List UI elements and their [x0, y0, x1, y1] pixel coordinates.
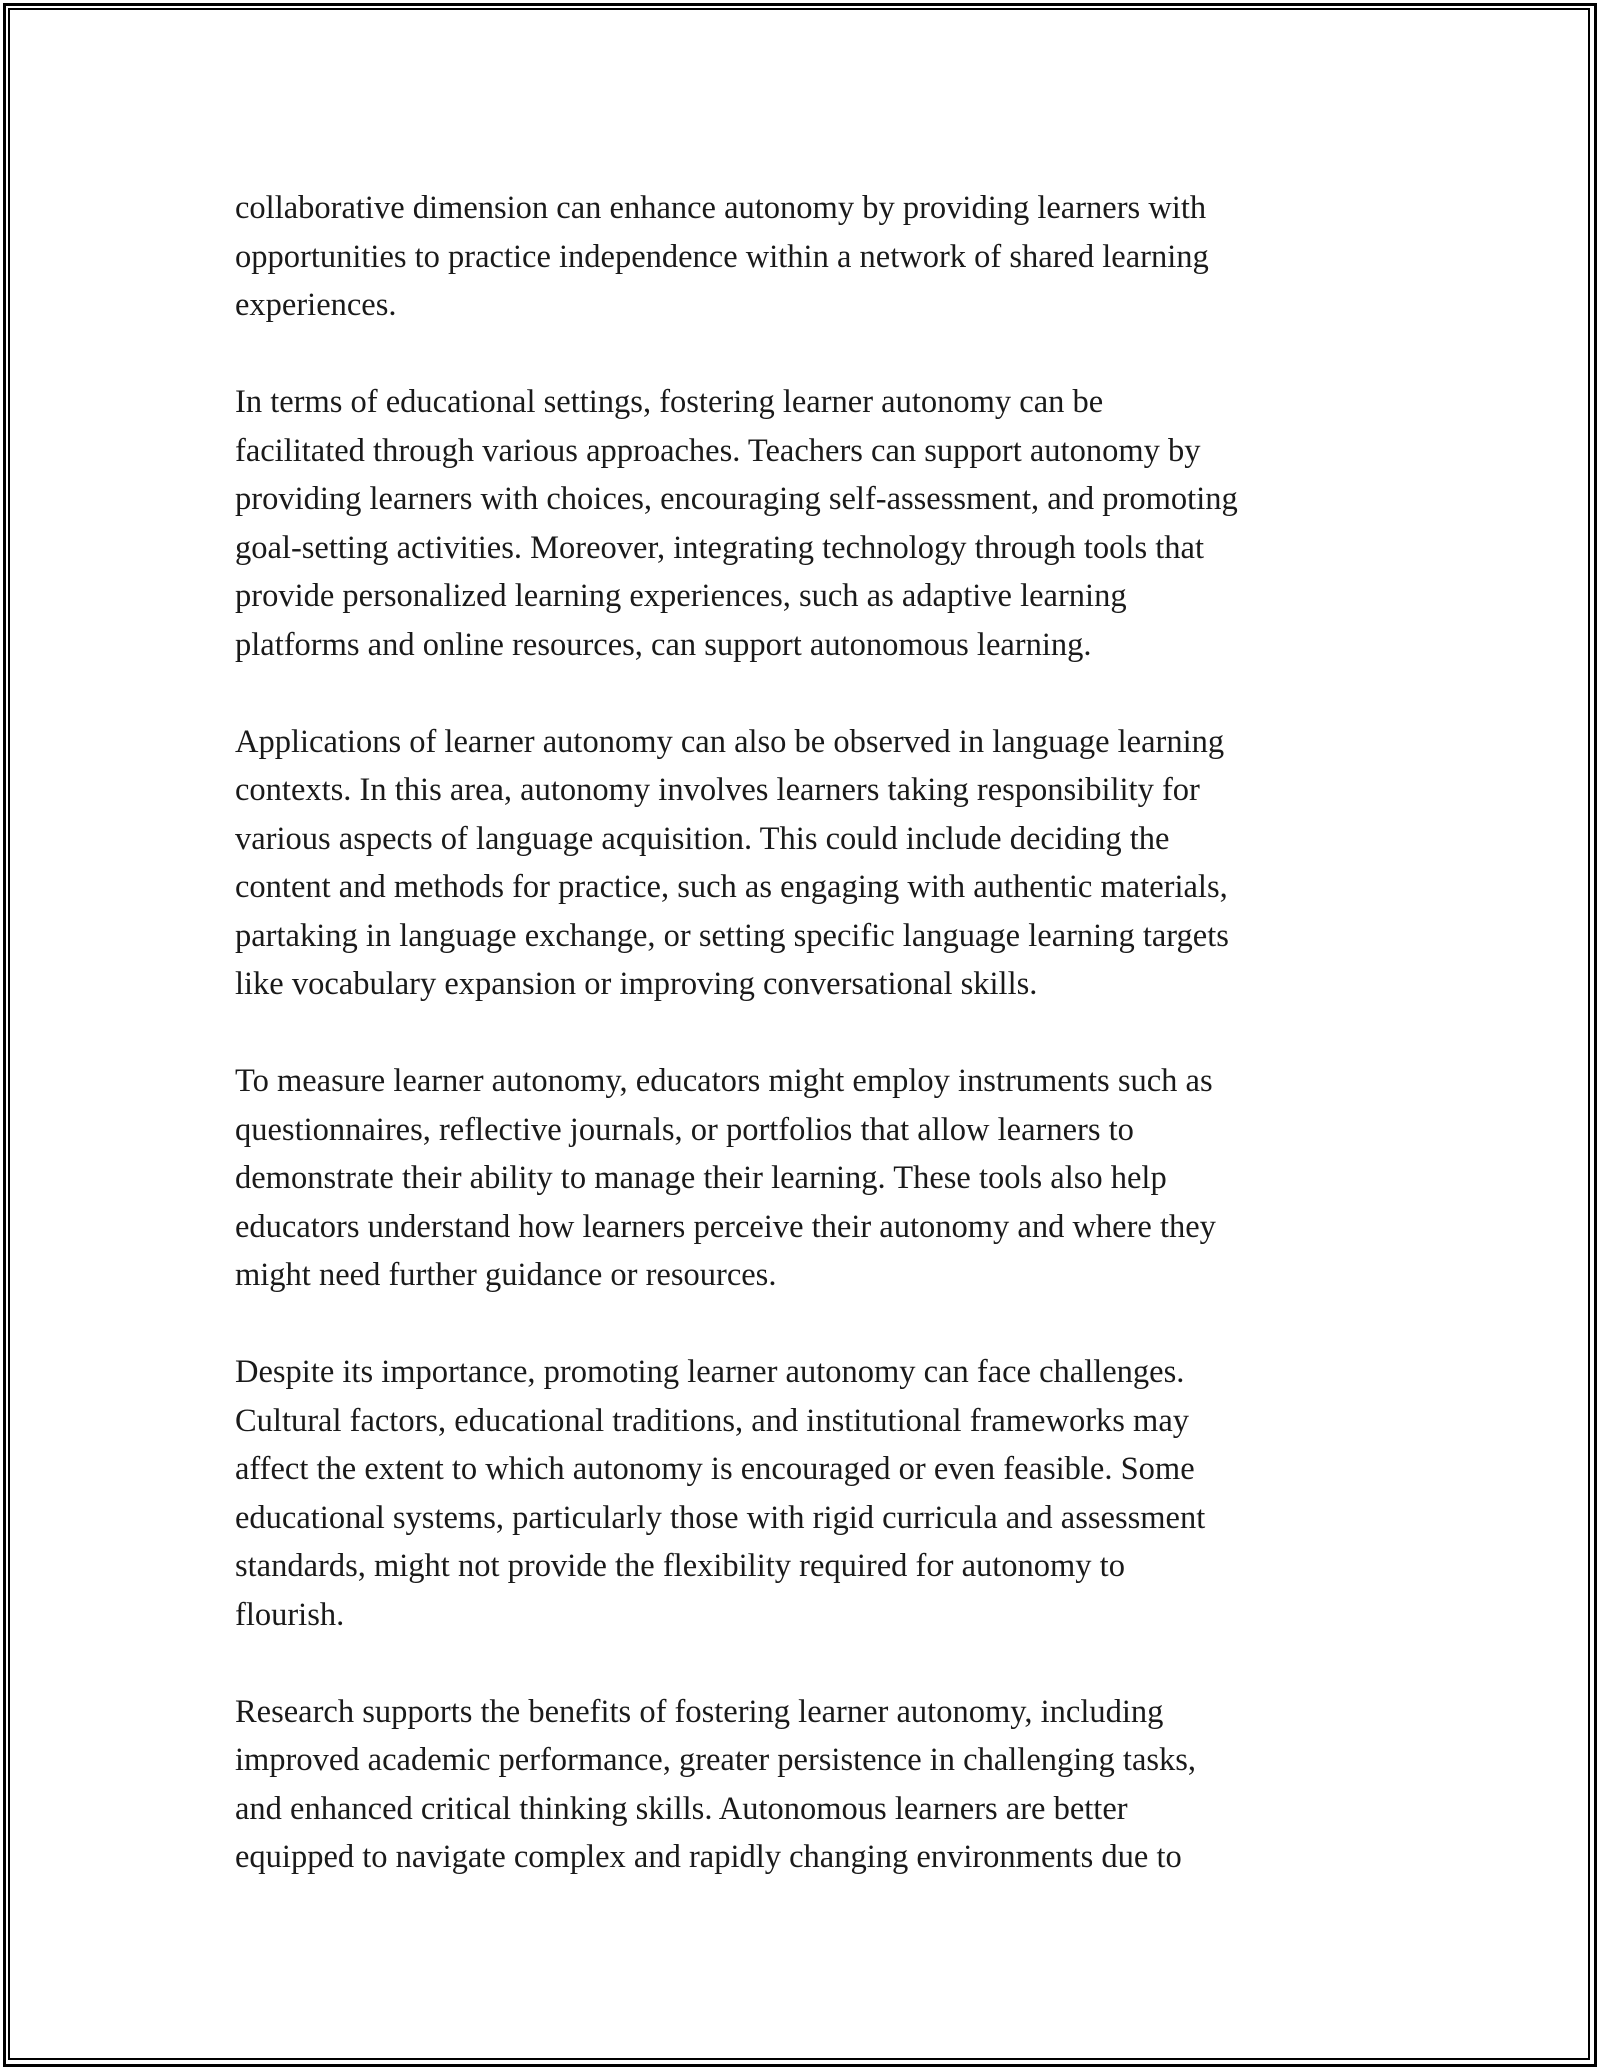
document-body: [235, 184, 1395, 1882]
paragraph-6: Research supports the benefits of fostering learner autonomy, including improved academic performance, greater persistence in challenging tasks, and enhanced critical thinking skills. Autonomous learners are better equipped to navigate complex and rapidly changing environments due to: [235, 1693, 1197, 1875]
paragraph-5: Despite its importance, promoting learner autonomy can face challenges. Cultural factors, educational traditions, and institutional frameworks may affect the extent to which autonomy is encouraged or even feasible. Some educational systems, particularly those with rigid curricula and assessment standards, might not provide the flexibility required for autonomy to flourish.: [235, 1354, 1206, 1633]
paragraph-4: To measure learner autonomy, educators might employ instruments such as questionnaires, reflective journals, or portfolios that allow learners to demonstrate their ability to manage their learning. These tools also help educators understand how learners perceive their autonomy and where they might need further guidance or resources.: [235, 1063, 1216, 1293]
paragraph-2: In terms of educational settings, fostering learner autonomy can be facilitated through various approaches. Teachers can support autonomy by providing learners with choices, encouraging self-assessment, and promoting goal-setting activities. Moreover, integrating technology through tools that provide personalized learning experiences, such as adaptive learning platforms and online resources, can support autonomous learning.: [235, 384, 1238, 663]
paragraph-1: collaborative dimension can enhance autonomy by providing learners with opportunities to practice independence within a network of shared learning experiences.: [235, 190, 1209, 323]
paragraph-3: Applications of learner autonomy can also be observed in language learning contexts. In this area, autonomy involves learners taking responsibility for various aspects of language acquisition. This could include deciding the content and methods for practice, such as engaging with authentic materials, partaking in language exchange, or setting specific language learning targets like vocabulary expansion or improving conversational skills.: [235, 723, 1229, 1002]
